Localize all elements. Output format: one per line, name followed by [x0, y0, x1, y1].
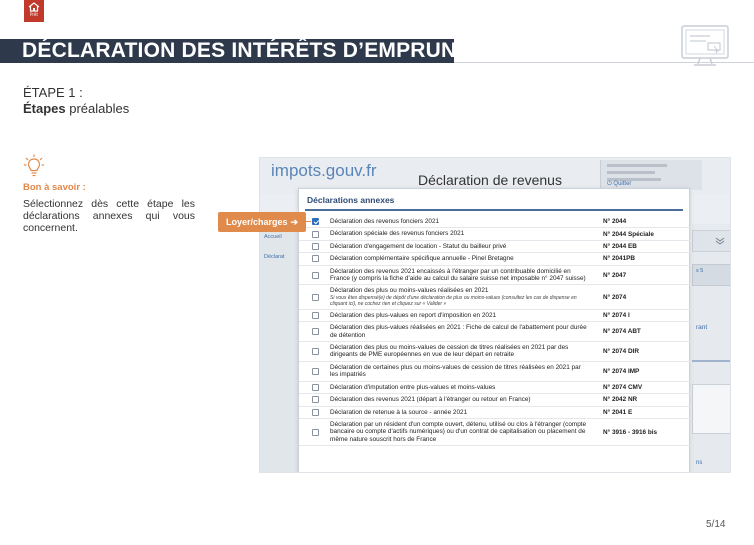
annex-checkbox[interactable] [312, 218, 319, 225]
annex-label [330, 421, 588, 443]
callout-label: Loyer/charges [225, 217, 288, 227]
annex-row[interactable] [299, 266, 691, 286]
page-number: 5/14 [706, 519, 726, 530]
annex-row[interactable] [299, 241, 691, 253]
tip-text: Sélectionnez dès cette étape les déclarations annexes qui vous concernent. [23, 198, 195, 234]
step-name-bold: Étapes [23, 101, 66, 116]
chevron-down-icon [715, 236, 725, 246]
quit-link[interactable]: ⏻ Quitter [607, 181, 632, 187]
step-number: ÉTAPE 1 : [23, 85, 83, 100]
annex-checkbox[interactable] [312, 429, 319, 436]
annex-label [330, 255, 588, 262]
header-title: Déclaration de revenus [418, 172, 562, 188]
step-name-rest: préalables [65, 101, 130, 116]
annex-form-number: N° 2044 Spéciale [603, 230, 654, 238]
annex-checkbox[interactable] [312, 348, 319, 355]
annex-row[interactable] [299, 342, 691, 362]
embedded-screenshot [259, 157, 731, 473]
annex-form-number: N° 2074 IMP [603, 367, 640, 375]
annex-row[interactable] [299, 310, 691, 322]
side-card [692, 384, 731, 434]
annex-form-number: N° 2074 [603, 293, 627, 301]
annex-label [330, 287, 588, 306]
home-badge[interactable] [24, 0, 44, 22]
annex-row[interactable] [299, 253, 691, 265]
collapse-box[interactable] [692, 230, 731, 252]
annex-checkbox[interactable] [312, 272, 319, 279]
annex-label [330, 312, 588, 319]
tip-title: Bon à savoir : [23, 182, 86, 193]
dialog-divider [305, 209, 683, 211]
annex-label [330, 396, 588, 403]
annex-label-text: Déclaration des revenus 2021 (départ à l'étranger ou retour en France) [330, 396, 531, 404]
annex-checkbox[interactable] [312, 255, 319, 262]
annex-row[interactable] [299, 419, 691, 446]
annex-checkbox[interactable] [312, 243, 319, 250]
annex-label [330, 344, 588, 359]
annex-label [330, 384, 588, 391]
annex-checkbox[interactable] [312, 328, 319, 335]
annex-checkbox[interactable] [312, 368, 319, 375]
annex-label [330, 324, 588, 339]
annex-checkbox[interactable] [312, 231, 319, 238]
annex-label-text: Déclaration des plus ou moins-values de cession de titres réalisées en 2021 par des dirigeants de PME européennes en vue de leur départ en retraite [330, 344, 569, 359]
user-box [600, 160, 702, 190]
lightbulb-icon [24, 154, 44, 178]
annex-label [330, 243, 588, 250]
annex-form-number: N° 2041PB [603, 255, 636, 263]
annex-row[interactable] [299, 394, 691, 406]
callout-badge [218, 212, 306, 232]
annex-row[interactable] [299, 228, 691, 240]
annex-label [330, 218, 588, 225]
annex-form-number: N° 2074 DIR [603, 347, 639, 355]
side-link-2[interactable]: ns [696, 460, 703, 466]
annex-checkbox[interactable] [312, 409, 319, 416]
annex-list [299, 216, 691, 446]
annex-label-text: Déclaration complémentaire spécifique annuelle - Pinel Bretagne [330, 255, 514, 263]
title-band [0, 39, 470, 63]
annex-row[interactable] [299, 362, 691, 382]
annex-label-text: Déclaration spéciale des revenus fonciers 2021 [330, 230, 465, 238]
annex-checkbox[interactable] [312, 396, 319, 403]
step-heading [23, 85, 129, 117]
side-divider [692, 360, 731, 362]
annex-row[interactable] [299, 216, 691, 228]
callout-connector [305, 221, 311, 222]
nav-item-accueil[interactable]: Accueil [264, 234, 282, 240]
annex-label-text: Déclaration des revenus fonciers 2021 [330, 218, 440, 225]
annex-label-text: Déclaration de certaines plus ou moins-values de cession de titres réalisées en 2021 par les impatriés [330, 363, 581, 379]
annex-form-number: N° 2074 I [603, 312, 630, 320]
annex-row[interactable] [299, 382, 691, 394]
side-button[interactable]: s 5 [692, 264, 731, 286]
annex-form-number: N° 2044 [603, 218, 627, 226]
annex-label-note: Si vous êtes dispensé(e) de dépôt d'une déclaration de plus ou moins-values (consultez les cas de dispense en cliquant ici), ne cochez rien et cliquez sur « Valider » [330, 294, 577, 307]
annex-label-text: Déclaration d'imputation entre plus-values et moins-values [330, 383, 496, 391]
right-panel [692, 224, 731, 473]
annex-dialog [298, 188, 690, 473]
annex-form-number: N° 2074 CMV [603, 383, 643, 391]
home-icon [28, 2, 40, 12]
annex-label [330, 230, 588, 237]
annex-label-text: Déclaration d'engagement de location - Statut du bailleur privé [330, 242, 507, 250]
home-badge-label: Prêt [30, 12, 38, 17]
annex-label-text: Déclaration des revenus 2021 encaissés à l'étranger par un contribuable domicilié en France (y compris la fiche d'aide au calcul du salaire suisse net imposable n° 2047 suisse) [330, 267, 586, 283]
annex-label-text: Déclaration des plus-values réalisées en 2021 : Fiche de calcul de l'abattement pour durée de détention [330, 324, 587, 339]
side-link[interactable]: rant [696, 324, 708, 331]
annex-label-text: Déclaration des plus ou moins-values réalisées en 2021 [330, 287, 489, 295]
annex-label [330, 268, 588, 283]
nav-item-declaration[interactable]: Déclarat [264, 254, 285, 260]
annex-checkbox[interactable] [312, 312, 319, 319]
annex-form-number: N° 2042 NR [603, 396, 638, 404]
page-title: DÉCLARATION DES INTÉRÊTS D’EMPRUNT [22, 39, 470, 62]
arrow-right-icon: ➔ [290, 216, 299, 227]
annex-label [330, 409, 588, 416]
annex-form-number: N° 2041 E [603, 408, 633, 416]
annex-label-text: Déclaration de retenue à la source - année 2021 [330, 408, 468, 416]
monitor-form-icon [680, 24, 730, 68]
annex-form-number: N° 3916 - 3916 bis [603, 428, 658, 436]
annex-form-number: N° 2047 [603, 271, 627, 279]
annex-row[interactable] [299, 322, 691, 342]
annex-checkbox[interactable] [312, 294, 319, 301]
annex-form-number: N° 2044 EB [603, 243, 637, 251]
annex-form-number: N° 2074 ABT [603, 328, 641, 336]
annex-label-text: Déclaration par un résident d'un compte ouvert, détenu, utilisé ou clos à l'étranger (compte bancaire ou compte d'actifs numériques) ou d'un contrat de capitalisation ou placement de même nature souscrit hors de France [330, 420, 587, 443]
annex-row[interactable] [299, 285, 691, 309]
dialog-title: Déclarations annexes [307, 195, 395, 205]
annex-label [330, 364, 588, 379]
step-name [23, 101, 129, 117]
annex-row[interactable] [299, 407, 691, 419]
annex-checkbox[interactable] [312, 384, 319, 391]
impots-logo: impots.gouv.fr [271, 161, 377, 180]
annex-label-text: Déclaration des plus-values en report d'imposition en 2021 [330, 311, 497, 319]
